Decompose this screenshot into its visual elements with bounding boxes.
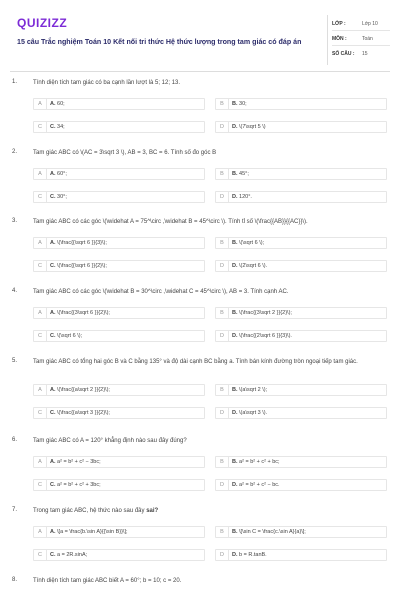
option-value: \(a\sqrt 2 \); <box>239 387 268 393</box>
question-number: 4. <box>12 288 18 294</box>
meta-count-value: 15 <box>362 51 368 57</box>
option-b[interactable]: B B. \(\frac{{3\sqrt 2 }}{2}\); <box>215 307 387 319</box>
option-letter: D <box>216 331 229 341</box>
option-value: a² = b² + c² + bc; <box>239 459 280 465</box>
header-divider <box>10 71 390 72</box>
option-a[interactable]: A A. \(\frac{{\sqrt 6 }}{3}\); <box>33 237 205 249</box>
question-text: Tam giác ABC có \(AC = 3\sqrt 3 \), AB = 3, BC = 6. Tính số đo góc B <box>33 150 217 156</box>
option-letter: A <box>34 308 47 318</box>
option-value: \(\sqrt 6 \); <box>57 333 83 339</box>
option-value: 34; <box>57 124 65 130</box>
option-d[interactable]: D D. \(a\sqrt 3 \). <box>215 407 387 419</box>
option-letter: A <box>34 457 47 467</box>
option-value: 30; <box>239 101 247 107</box>
option-d[interactable]: D D. a² = b² + c² − bc. <box>215 479 387 491</box>
option-a[interactable]: A A. \(\frac{{3\sqrt 6 }}{2}\); <box>33 307 205 319</box>
option-letter: D <box>216 122 229 132</box>
meta-count-key: SỐ CÂU : <box>332 51 355 57</box>
option-b[interactable]: B B. \(\sqrt 6 \); <box>215 237 387 249</box>
option-letter: C <box>34 331 47 341</box>
option-value: \(\frac{{\sqrt 6 }}{3}\); <box>57 240 107 246</box>
option-value: \(\frac{{\sqrt 6 }}{2}\); <box>57 263 107 269</box>
question-text: Tính diện tích tam giác có ba cạnh lần lượt là 5; 12; 13. <box>33 80 181 86</box>
option-b[interactable]: B B. 30; <box>215 98 387 110</box>
question-number: 5. <box>12 358 18 364</box>
option-value: \(\frac{{3\sqrt 6 }}{2}\); <box>57 310 110 316</box>
option-value: a = 2R.sinA; <box>57 552 88 558</box>
question-number: 3. <box>12 218 18 224</box>
meta-panel <box>327 15 390 65</box>
option-letter: C <box>34 550 47 560</box>
option-d[interactable]: D D. \(2\sqrt 6 \). <box>215 260 387 272</box>
meta-subject-key: MÔN : <box>332 36 347 42</box>
option-letter: D <box>216 480 229 490</box>
option-c[interactable]: C C. \(\frac{{\sqrt 6 }}{2}\); <box>33 260 205 272</box>
option-a[interactable]: A A. a² = b² + c² − 3bc; <box>33 456 205 468</box>
option-b[interactable]: B B. \[\sin C = \frac{c.\sin A}{a}\]; <box>215 526 387 538</box>
meta-class-key: LỚP : <box>332 21 346 27</box>
question-number: 8. <box>12 577 18 583</box>
option-c[interactable]: C C. 30°; <box>33 191 205 203</box>
option-letter: D <box>216 261 229 271</box>
question-text: Tam giác ABC có các góc \(\widehat B = 30^\circ ,\widehat C = 45^\circ \), AB = 3. Tính cạnh AC. <box>33 289 289 295</box>
meta-class-value: Lớp 10 <box>362 21 378 27</box>
option-value: \(\sqrt 6 \); <box>239 240 265 246</box>
option-a[interactable]: A A. \[a = \frac{b.\sin A}{{\sin B}}\]; <box>33 526 205 538</box>
option-value: \(2\sqrt 6 \). <box>239 263 268 269</box>
question-text: Tính diện tích tam giác ABC biết A = 60°; b = 10; c = 20. <box>33 578 182 584</box>
option-letter: C <box>34 408 47 418</box>
option-value: 120°. <box>239 194 252 200</box>
option-letter: C <box>34 192 47 202</box>
option-letter: A <box>34 385 47 395</box>
option-letter: C <box>34 261 47 271</box>
option-c[interactable]: C C. a = 2R.sinA; <box>33 549 205 561</box>
question-text: Trong tam giác ABC, hệ thức nào sau đây sai? <box>33 508 159 514</box>
worksheet-title: 15 câu Trắc nghiệm Toán 10 Kết nối tri thức Hệ thức lượng trong tam giác có đáp án <box>17 38 302 46</box>
option-value: \(\frac{{a\sqrt 3 }}{2}\); <box>57 410 110 416</box>
option-letter: B <box>216 527 229 537</box>
option-d[interactable]: D D. 120°. <box>215 191 387 203</box>
option-value: \(7\sqrt 5 \) <box>239 124 266 130</box>
worksheet-header <box>10 8 390 70</box>
question-number: 2. <box>12 149 18 155</box>
option-b[interactable]: B B. 45°; <box>215 168 387 180</box>
option-letter: A <box>34 238 47 248</box>
option-value: \[\sin C = \frac{c.\sin A}{a}\]; <box>239 529 306 535</box>
option-letter: D <box>216 408 229 418</box>
option-c[interactable]: C C. \(\frac{{a\sqrt 3 }}{2}\); <box>33 407 205 419</box>
option-value: b = R.tanB. <box>239 552 267 558</box>
option-value: \[a = \frac{b.\sin A}{{\sin B}}\]; <box>57 529 128 535</box>
option-value: a² = b² + c² − bc. <box>239 482 280 488</box>
option-d[interactable]: D D. \(\frac{{2\sqrt 6 }}{3}\). <box>215 330 387 342</box>
option-letter: C <box>34 122 47 132</box>
option-c[interactable]: C C. 34; <box>33 121 205 133</box>
option-letter: B <box>216 99 229 109</box>
option-letter: A <box>34 169 47 179</box>
option-d[interactable]: D D. b = R.tanB. <box>215 549 387 561</box>
option-c[interactable]: C C. \(\sqrt 6 \); <box>33 330 205 342</box>
question-text: Tam giác ABC có A = 120° khẳng định nào sau đây đúng? <box>33 438 187 444</box>
option-a[interactable]: A A. \(\frac{{a\sqrt 2 }}{2}\); <box>33 384 205 396</box>
option-value: \(\frac{{a\sqrt 2 }}{2}\); <box>57 387 110 393</box>
option-letter: B <box>216 457 229 467</box>
meta-subject-value: Toán <box>362 36 373 42</box>
option-c[interactable]: C C. a² = b² + c² + 3bc; <box>33 479 205 491</box>
option-letter: B <box>216 238 229 248</box>
option-a[interactable]: A A. 60°; <box>33 168 205 180</box>
option-letter: B <box>216 308 229 318</box>
question-number: 1. <box>12 79 18 85</box>
option-letter: D <box>216 550 229 560</box>
option-letter: C <box>34 480 47 490</box>
option-value: 60°; <box>57 171 67 177</box>
question-text: Tam giác ABC có tổng hai góc B và C bằng 135° và độ dài cạnh BC bằng a. Tính bán kính đường tròn ngoại tiếp tam giác. <box>33 359 358 365</box>
question-number: 6. <box>12 437 18 443</box>
option-value: a² = b² + c² − 3bc; <box>57 459 101 465</box>
quizizz-logo: QUIZIZZ <box>17 16 68 30</box>
option-value: \(\frac{{2\sqrt 6 }}{3}\). <box>239 333 292 339</box>
option-letter: D <box>216 192 229 202</box>
option-value: \(a\sqrt 3 \). <box>239 410 268 416</box>
option-value: a² = b² + c² + 3bc; <box>57 482 101 488</box>
option-b[interactable]: B B. \(a\sqrt 2 \); <box>215 384 387 396</box>
option-value: \(\frac{{3\sqrt 2 }}{2}\); <box>239 310 292 316</box>
option-value: 30°; <box>57 194 67 200</box>
option-d[interactable]: D D. \(7\sqrt 5 \) <box>215 121 387 133</box>
option-letter: A <box>34 99 47 109</box>
option-b[interactable]: B B. a² = b² + c² + bc; <box>215 456 387 468</box>
option-letter: A <box>34 527 47 537</box>
option-a[interactable]: A A. 60; <box>33 98 205 110</box>
question-text: Tam giác ABC có các góc \(\widehat A = 75^\circ ,\widehat B = 45^\circ \). Tính tỉ số \(\frac{{AB}}{{AC}}\). <box>33 219 308 225</box>
option-value: 45°; <box>239 171 249 177</box>
option-letter: B <box>216 169 229 179</box>
question-number: 7. <box>12 507 18 513</box>
option-letter: B <box>216 385 229 395</box>
emphasis-word: sai? <box>146 508 159 514</box>
option-value: 60; <box>57 101 65 107</box>
